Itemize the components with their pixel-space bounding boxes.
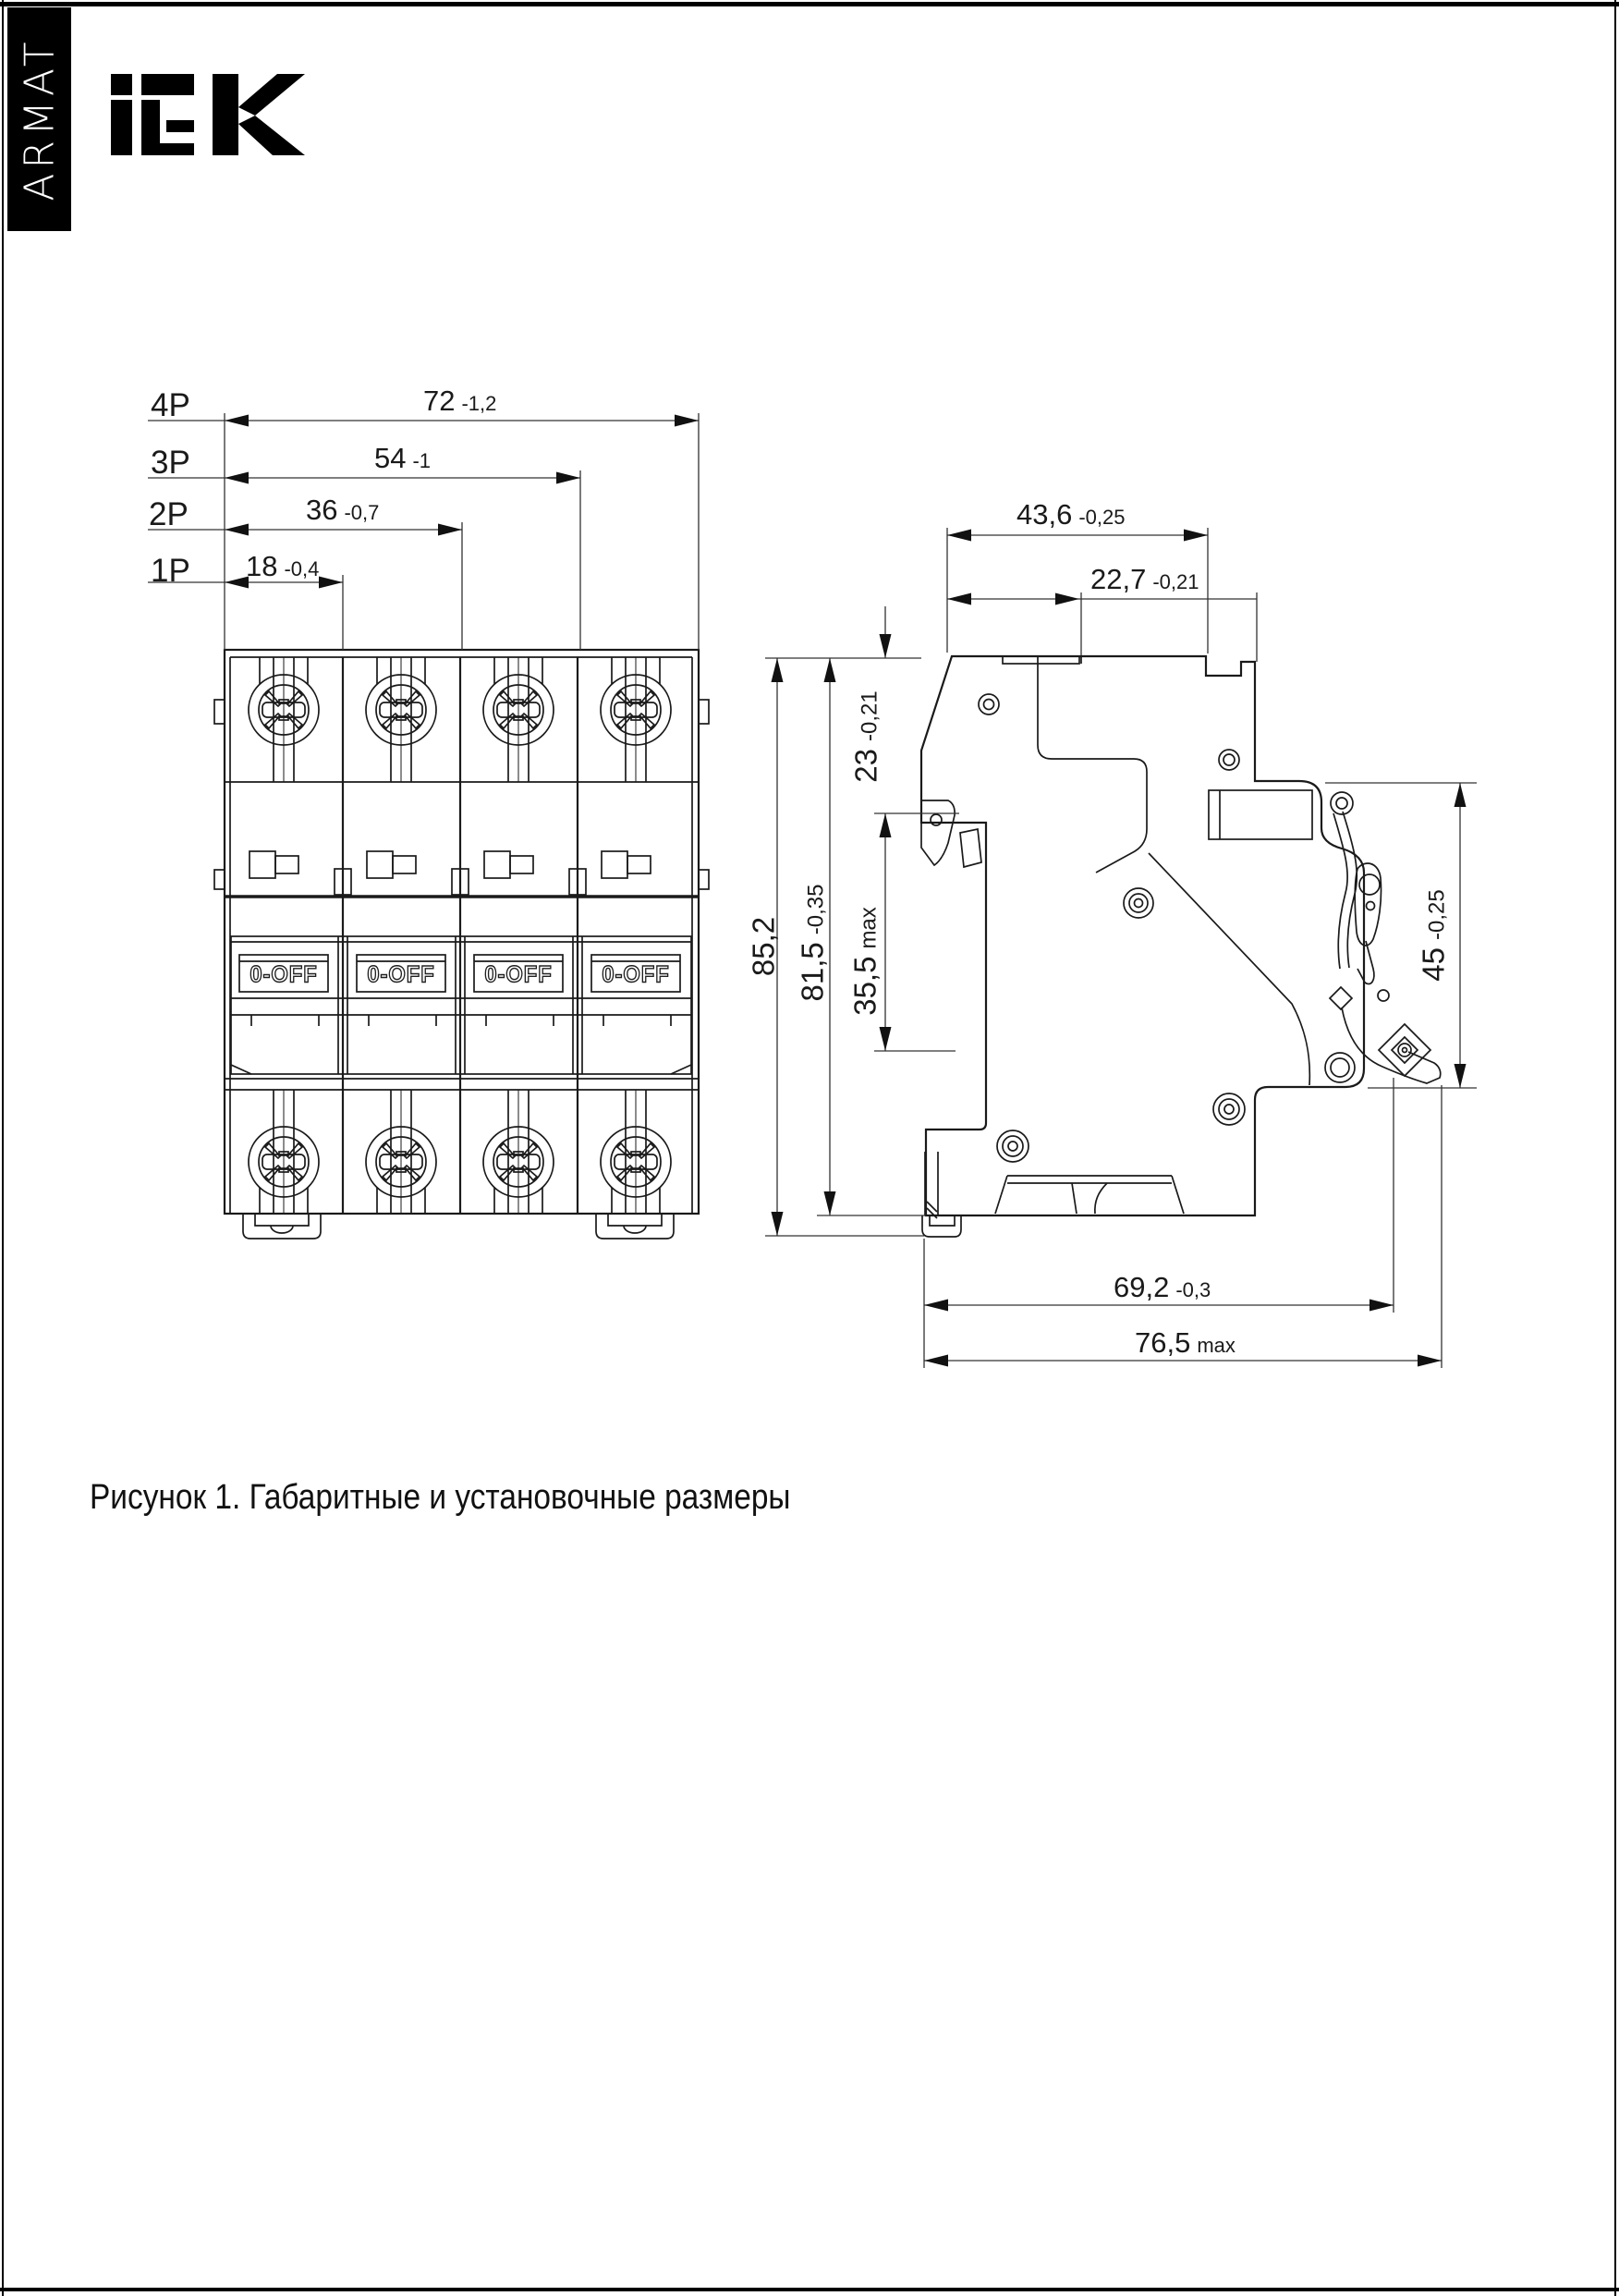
dim-depth-max: 76,5 max [1135,1326,1236,1359]
dim-recess-top: 23 -0,21 [848,690,883,783]
pole-label-1p: 1P [151,553,190,589]
dim-front-face: 45 -0,25 [1416,889,1451,982]
dim-top-width: 43,6 -0,25 [1016,498,1126,531]
figure-caption: Рисунок 1. Габаритные и установочные размеры [90,1478,791,1517]
dim-height-body: 81,5 -0,35 [795,884,830,1002]
dim-recess-span: 35,5 max [847,907,883,1016]
pole-label-2p: 2P [149,496,189,532]
toggle-0off-pole3: 0-OFF [484,961,553,988]
dim-depth-screw: 69,2 -0,3 [1114,1271,1211,1303]
dim-width-3p: 54 -1 [374,442,432,474]
dim-width-4p: 72 -1,2 [423,385,497,417]
dim-height-total: 85,2 [746,916,781,977]
dim-top-step: 22,7 -0,21 [1090,563,1199,595]
pole-label-3p: 3P [151,445,190,481]
armat-series-label: ARMAT [16,37,63,202]
dim-width-1p: 18 -0,4 [246,550,320,582]
pole-label-4p: 4P [151,387,190,423]
toggle-0off-pole2: 0-OFF [367,961,435,988]
dim-width-2p: 36 -0,7 [306,494,380,526]
toggle-0off-pole1: 0-OFF [250,961,318,988]
toggle-0off-pole4: 0-OFF [602,961,670,988]
